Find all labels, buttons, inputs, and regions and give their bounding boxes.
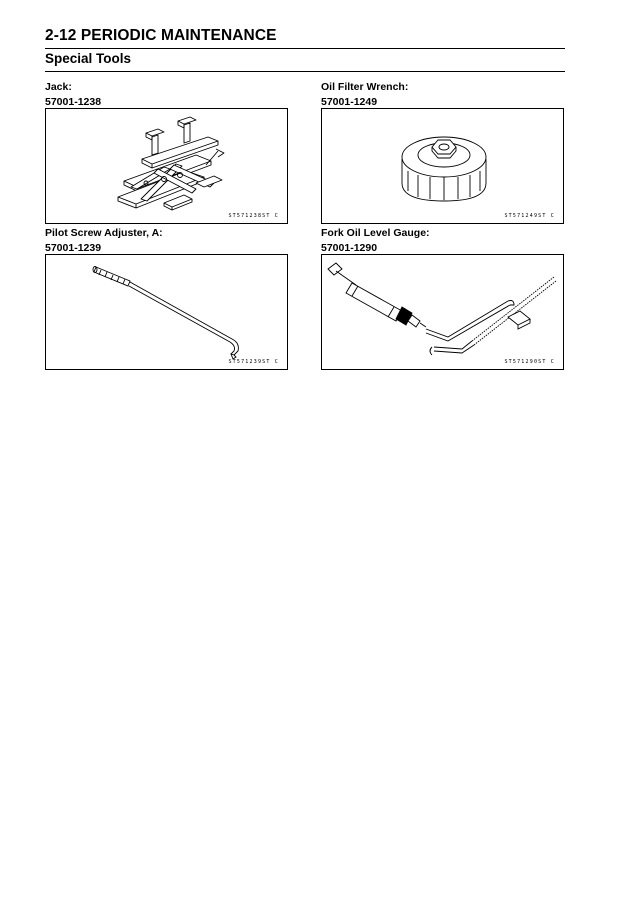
figure-code: ST571238ST C [228, 213, 279, 219]
tool-name: Pilot Screw Adjuster, A: [45, 227, 163, 239]
tool-part-number: 57001-1290 [321, 242, 378, 254]
tool-label-fork-oil-level-gauge [321, 226, 430, 256]
oil-filter-wrench-icon [322, 109, 563, 223]
figure-code: ST571239ST C [228, 359, 279, 365]
tool-part-number: 57001-1238 [45, 96, 102, 108]
figure-code: ST571249ST C [504, 213, 555, 219]
tool-part-number: 57001-1239 [45, 242, 102, 254]
tool-figure-oil-filter-wrench [321, 108, 564, 224]
tool-figure-jack [45, 108, 288, 224]
pilot-screw-adjuster-icon [46, 255, 287, 369]
tool-name: Jack: [45, 81, 72, 93]
header-rule-bottom [45, 71, 565, 72]
tool-label-oil-filter-wrench [321, 80, 408, 110]
figure-code: ST571290ST C [504, 359, 555, 365]
section-title: Special Tools [45, 51, 132, 66]
tool-label-jack [45, 80, 101, 110]
fork-oil-level-gauge-icon [322, 255, 563, 369]
tool-figure-fork-oil-level-gauge [321, 254, 564, 370]
page-title: 2-12 PERIODIC MAINTENANCE [45, 27, 277, 44]
tool-label-pilot-screw-adjuster [45, 226, 163, 256]
tool-name: Oil Filter Wrench: [321, 81, 409, 93]
tool-figure-pilot-screw-adjuster [45, 254, 288, 370]
header-rule-top [45, 48, 565, 49]
tool-name: Fork Oil Level Gauge: [321, 227, 430, 239]
jack-icon [46, 109, 287, 223]
tool-part-number: 57001-1249 [321, 96, 378, 108]
